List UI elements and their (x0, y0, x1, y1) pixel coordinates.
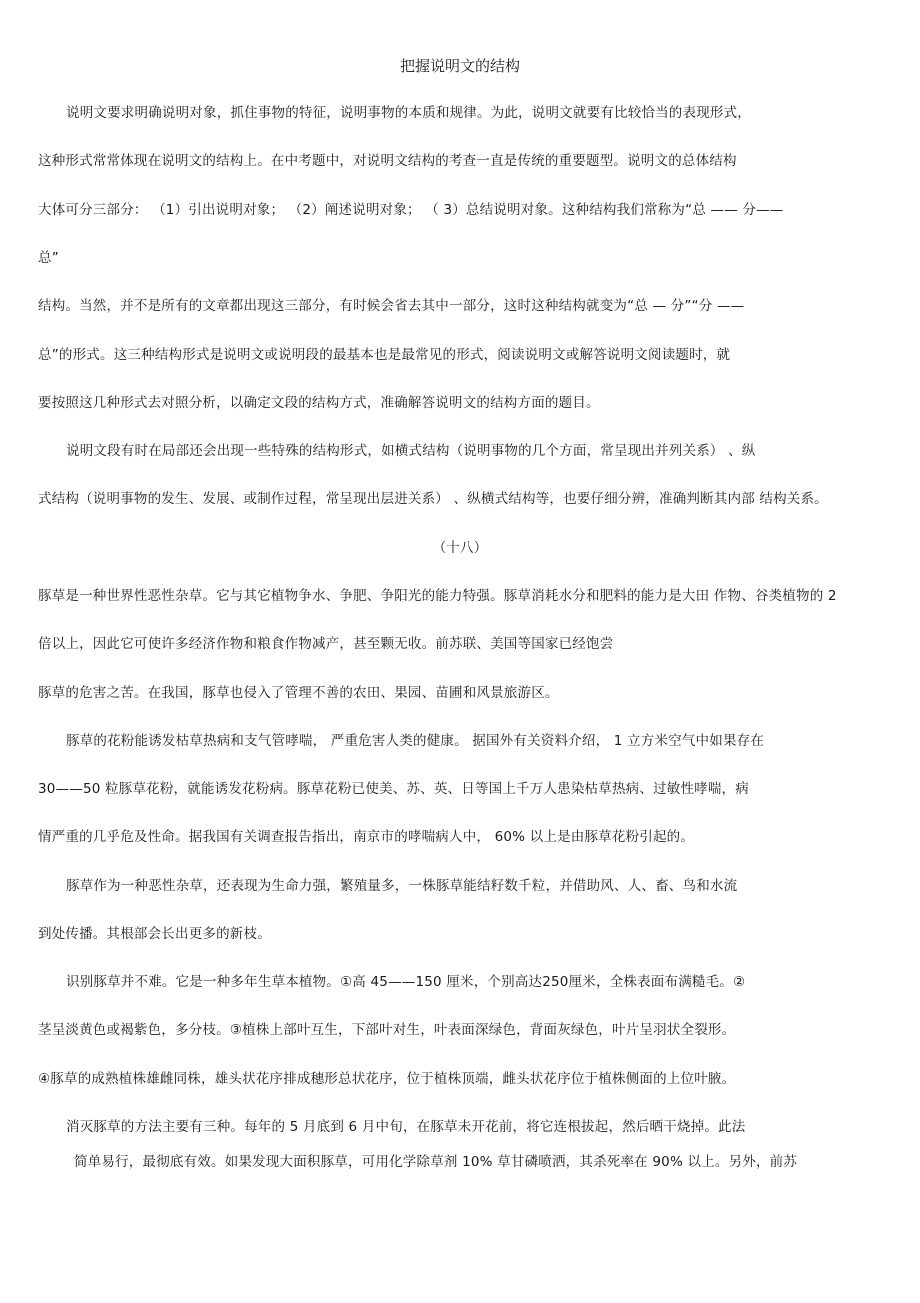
text-line: 到处传播。其根部会长出更多的新枝。 (38, 926, 271, 942)
text-line: 结构。当然，并不是所有的文章都出现这三部分，有时候会省去其中一部分，这时这种结构就变为“总 — 分”“分 —— (38, 298, 745, 314)
text-line: 豚草是一种世界性恶性杂草。它与其它植物争水、争肥、争阳光的能力特强。豚草消耗水分和肥料的能力是大田 作物、谷类植物的 2 (38, 588, 837, 604)
text-line: ④豚草的成熟植株雄雌同株，雄头状花序排成穗形总状花序，位于植株顶端，雌头状花序位于植株侧面的上位叶腋。 (38, 1071, 736, 1087)
text-line: 总” (38, 250, 59, 266)
text-line: 豚草的危害之苦。在我国，豚草也侵入了管理不善的农田、果园、苗圃和风景旅游区。 (38, 685, 559, 701)
text-line: 大体可分三部分： （1）引出说明对象； （2）阐述说明对象； （ 3）总结说明对象。这种结构我们常称为“总 —— 分—— (38, 202, 784, 218)
text-line: 倍以上，因此它可使许多经济作物和粮食作物减产，甚至颗无收。前苏联、美国等国家已经饱尝 (38, 636, 614, 652)
text-line: 豚草的花粉能诱发枯草热病和支气管哮喘， 严重危害人类的健康。 据国外有关资料介绍， 1 立方米空气中如果存在 (66, 733, 765, 749)
text-line: 要按照这几种形式去对照分析，以确定文段的结构方式，准确解答说明文的结构方面的题目。 (38, 395, 600, 411)
section-heading: （十八） (432, 540, 488, 556)
text-line: 说明文要求明确说明对象，抓住事物的特征，说明事物的本质和规律。为此，说明文就要有比较恰当的表现形式， (66, 105, 751, 121)
text-line: 这种形式常常体现在说明文的结构上。在中考题中，对说明文结构的考查一直是传统的重要题型。说明文的总体结构 (38, 153, 737, 169)
text-line: 识别豚草并不难。它是一种多年生草本植物。①高 45——150 厘米，个别高达250厘米，全株表面布满糙毛。② (66, 974, 746, 990)
text-line: 30——50 粒豚草花粉，就能诱发花粉病。豚草花粉已使美、苏、英、日等国上千万人患染枯草热病、过敏性哮喘，病 (38, 781, 749, 797)
text-line: 消灭豚草的方法主要有三种。每年的 5 月底到 6 月中旬，在豚草未开花前，将它连根拔起，然后晒干烧掉。此法 (66, 1119, 746, 1135)
text-line: 豚草作为一种恶性杂草，还表现为生命力强，繁殖量多，一株豚草能结籽数千粒，并借助风、人、畜、鸟和水流 (66, 878, 738, 894)
text-line: 情严重的几乎危及性命。据我国有关调查报告指出，南京市的哮喘病人中， 60% 以上是由豚草花粉引起的。 (38, 829, 695, 845)
text-line: 式结构（说明事物的发生、发展、或制作过程，常呈现出层进关系） 、纵横式结构等，也要仔细分辨，准确判断其内部 结构关系。 (38, 491, 828, 507)
text-line: 简单易行，最彻底有效。如果发现大面积豚草，可用化学除草剂 10% 草甘磷喷洒，其杀死率在 90% 以上。另外，前苏 (74, 1154, 798, 1170)
text-line: 说明文段有时在局部还会出现一些特殊的结构形式，如横式结构（说明事物的几个方面，常呈现出并列关系） 、纵 (66, 443, 756, 459)
page-title: 把握说明文的结构 (399, 57, 520, 75)
text-line: 茎呈淡黄色或褐紫色，多分枝。③植株上部叶互生，下部叶对生，叶表面深绿色，背面灰绿色，叶片呈羽状全裂形。 (38, 1022, 736, 1038)
text-line: 总”的形式。这三种结构形式是说明文或说明段的最基本也是最常见的形式，阅读说明文或解答说明文阅读题时，就 (38, 347, 731, 363)
